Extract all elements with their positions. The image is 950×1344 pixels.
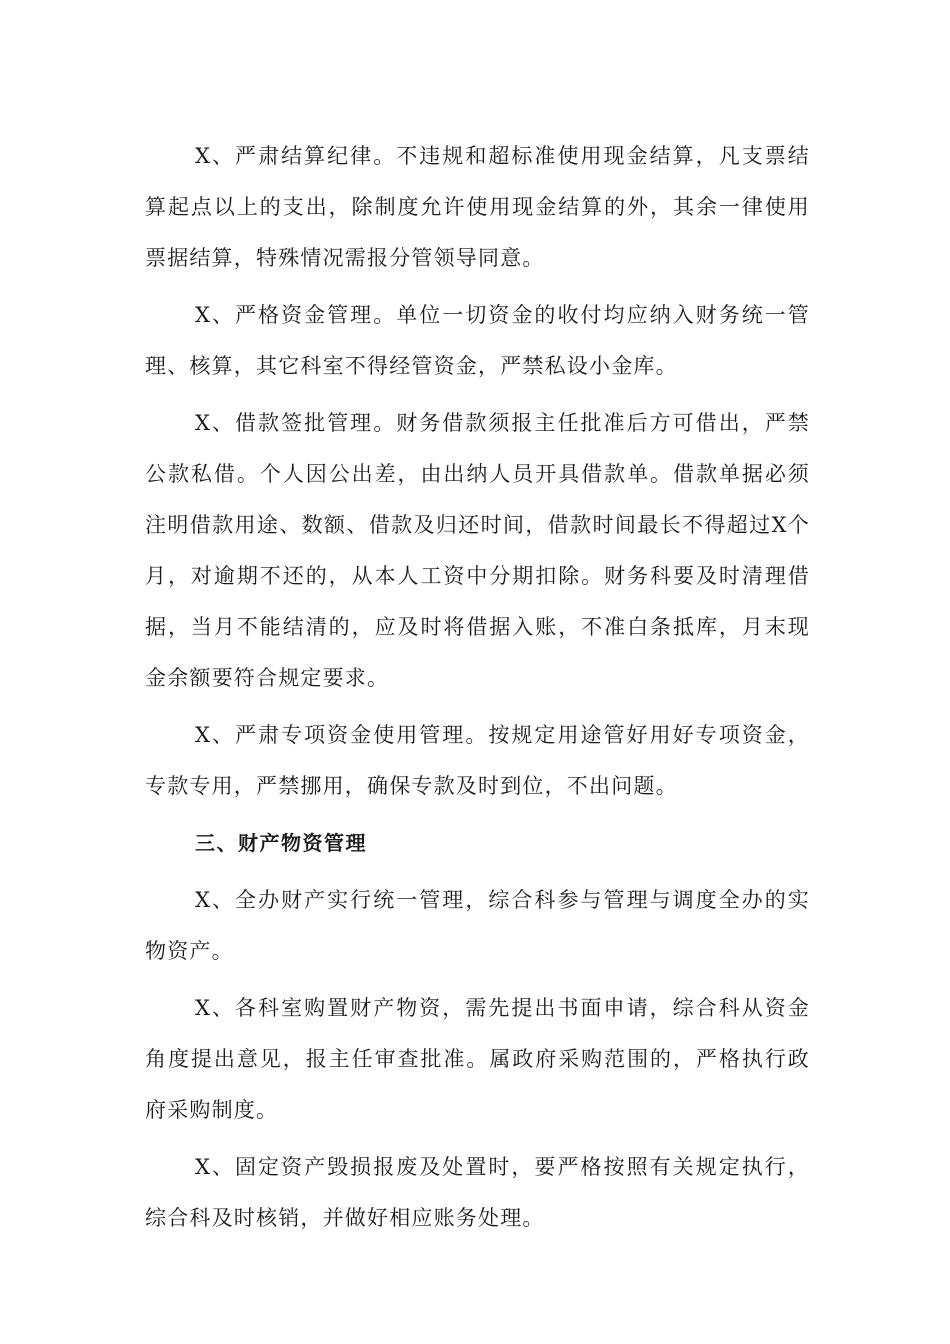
paragraph-settlement-discipline: X、严肃结算纪律。不违规和超标准使用现金结算，凡支票结算起点以上的支出，除制度允许使用现金结算的外，其余一律使用票据结算，特殊情况需报分管领导同意。: [145, 144, 810, 270]
paragraph-purchase-request: X、各科室购置财产物资，需先提出书面申请，综合科从资金角度提出意见，报主任审查批准。属政府采购范围的，严格执行政府采购制度。: [145, 996, 810, 1122]
paragraph-asset-disposal: X、固定资产毁损报废及处置时，要严格按照有关规定执行，综合科及时核销，并做好相应账务处理。: [145, 1155, 810, 1230]
paragraph-special-funds: X、严肃专项资金使用管理。按规定用途管好用好专项资金，专款专用，严禁挪用，确保专款及时到位，不出问题。: [145, 723, 810, 798]
paragraph-unified-property: X、全办财产实行统一管理，综合科参与管理与调度全办的实物资产。: [145, 888, 810, 963]
paragraph-fund-management: X、严格资金管理。单位一切资金的收付均应纳入财务统一管理、核算，其它科室不得经管资金，严禁私设小金库。: [145, 303, 810, 378]
section-heading-property-management: 三、财产物资管理: [195, 831, 367, 855]
paragraph-loan-approval: X、借款签批管理。财务借款须报主任批准后方可借出，严禁公款私借。个人因公出差，由出纳人员开具借款单。借款单据必须注明借款用途、数额、借款及归还时间，借款时间最长不得超过X个月，对逾期不还的，从本人工资中分期扣除。财务科要及时清理借据，当月不能结清的，应及时将借据入账，不准白条抵库，月末现金余额要符合规定要求。: [145, 411, 810, 690]
document-body: [145, 131, 810, 1250]
